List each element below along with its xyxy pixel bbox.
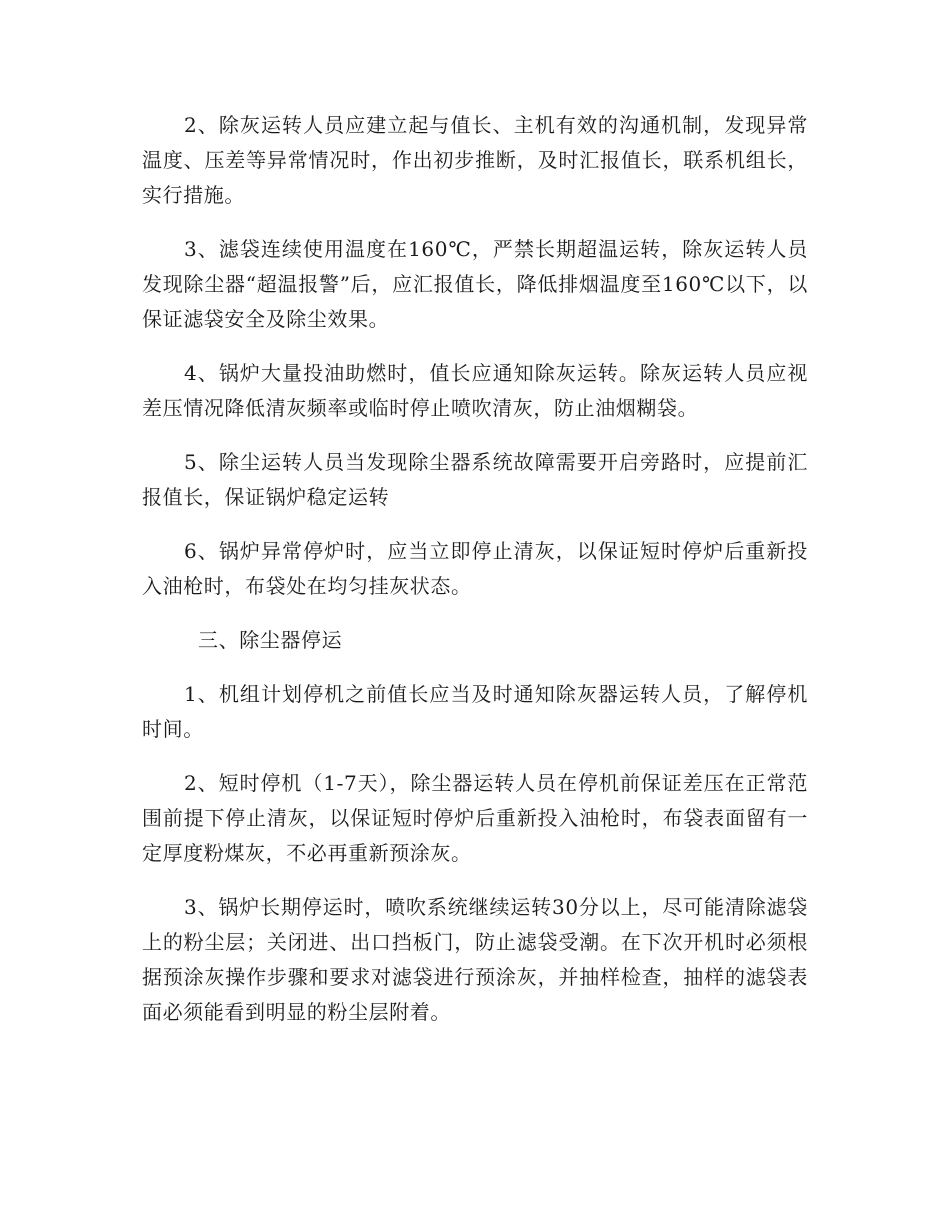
section-heading: 三、除尘器停运 bbox=[198, 628, 343, 652]
paragraph-3: 3、滤袋连续使用温度在160℃，严禁长期超温运转，除灰运转人员发现除尘器“超温报警”后，应汇报值长，降低排烟温度至160℃以下，以保证滤袋安全及除尘效果。 bbox=[142, 237, 808, 331]
paragraph-6: 6、锅炉异常停炉时，应当立即停止清灰，以保证短时停炉后重新投入油枪时，布袋处在均匀挂灰状态。 bbox=[142, 539, 808, 598]
document-body bbox=[142, 108, 808, 1049]
section-paragraph-1: 1、机组计划停机之前值长应当及时通知除灰器运转人员，了解停机时间。 bbox=[142, 682, 808, 741]
paragraph-4: 4、锅炉大量投油助燃时，值长应通知除灰运转。除灰运转人员应视差压情况降低清灰频率或临时停止喷吹清灰，防止油烟糊袋。 bbox=[142, 361, 808, 420]
paragraph-5: 5、除尘运转人员当发现除尘器系统故障需要开启旁路时，应提前汇报值长，保证锅炉稳定运转 bbox=[142, 450, 808, 509]
section-paragraph-2: 2、短时停机（1-7天），除尘器运转人员在停机前保证差压在正常范围前提下停止清灰，以保证短时停炉后重新投入油枪时，布袋表面留有一定厚度粉煤灰，不必再重新预涂灰。 bbox=[142, 771, 808, 865]
paragraph-2: 2、除灰运转人员应建立起与值长、主机有效的沟通机制，发现异常温度、压差等异常情况时，作出初步推断，及时汇报值长，联系机组长，实行措施。 bbox=[142, 113, 808, 207]
section-paragraph-3: 3、锅炉长期停运时，喷吹系统继续运转30分以上，尽可能清除滤袋上的粉尘层；关闭进、出口挡板门，防止滤袋受潮。在下次开机时必须根据预涂灰操作步骤和要求对滤袋进行预涂灰，并抽样检查，抽样的滤袋表面必须能看到明显的粉尘层附着。 bbox=[142, 895, 808, 1024]
